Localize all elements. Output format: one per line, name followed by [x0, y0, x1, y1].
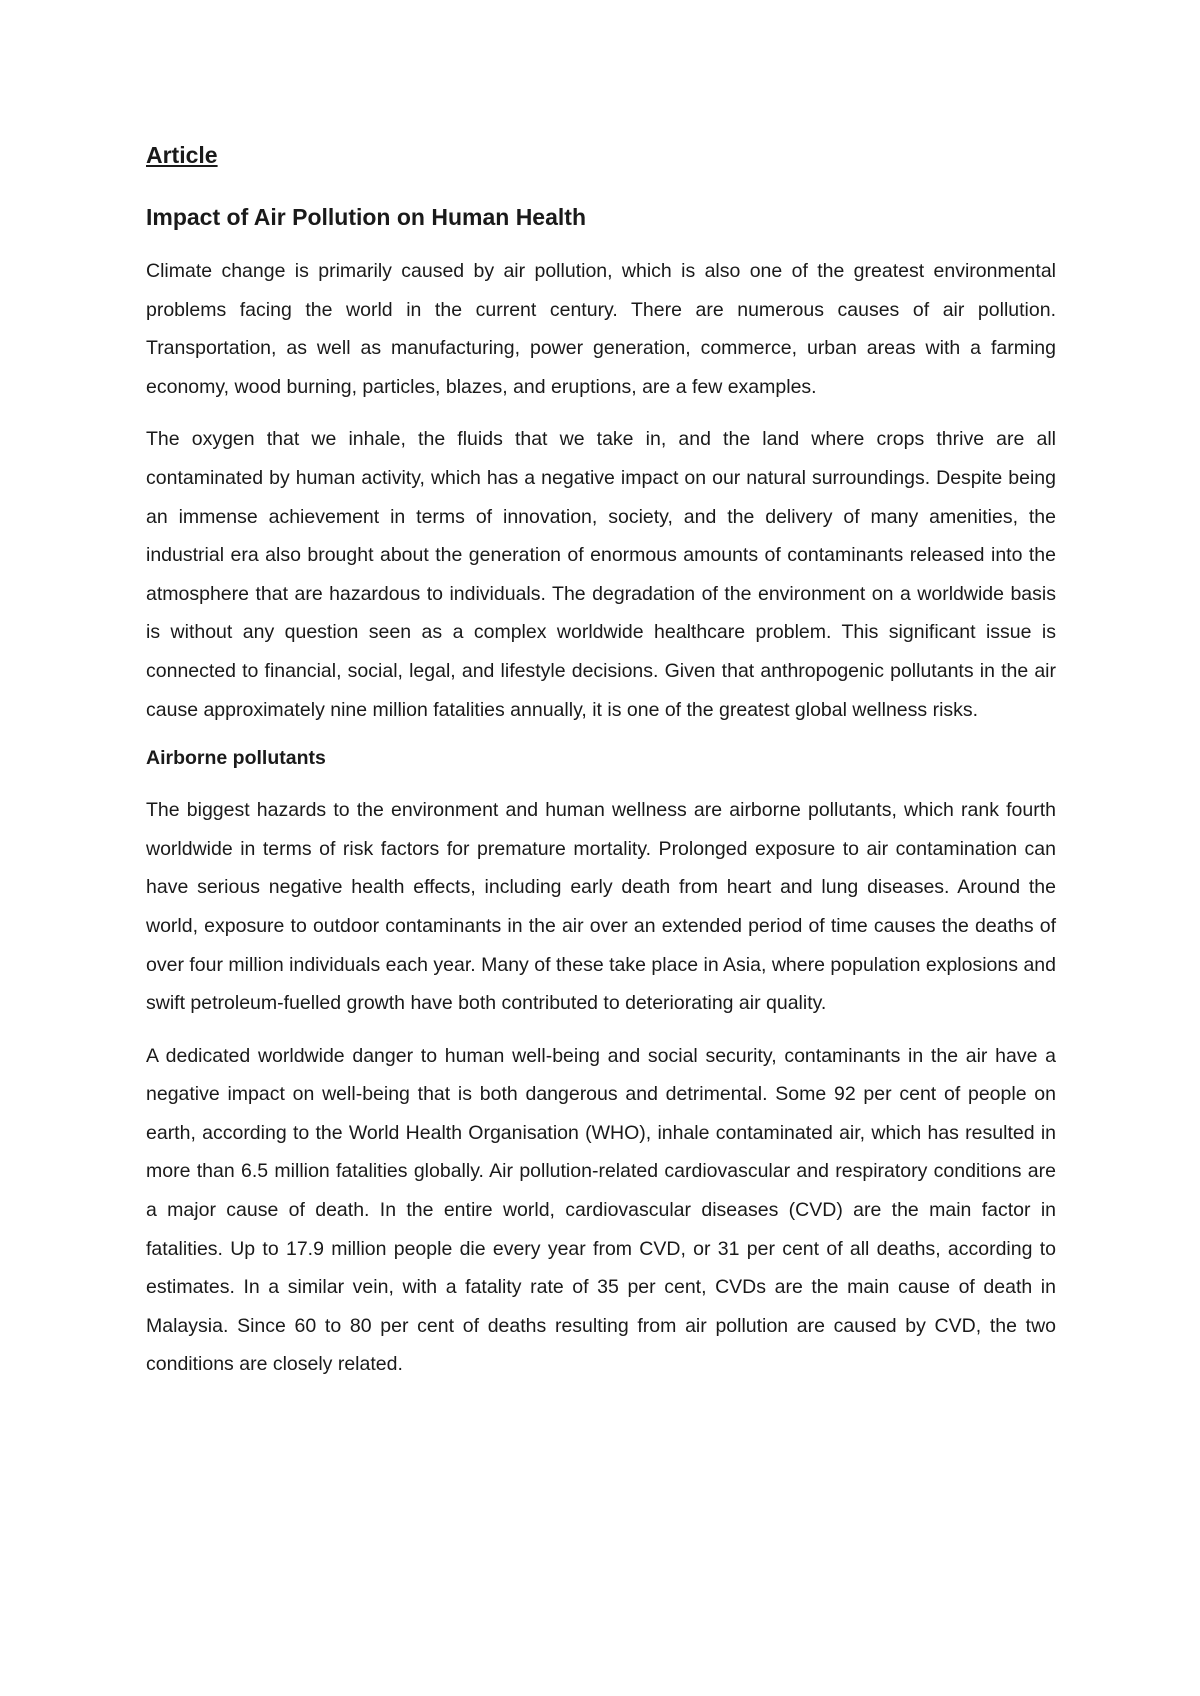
paragraph: A dedicated worldwide danger to human well-being and social security, contaminants in the air have a negative impact on well-being that is both dangerous and detrimental. Some 92 per cent of people on earth, according to the World Health Organisation (WHO), inhale contaminated air, which has resulted in more than 6.5 million fatalities globally. Air pollution-related cardiovascular and respiratory conditions are a major cause of death. In the entire world, cardiovascular diseases (CVD) are the main factor in fatalities. Up to 17.9 million people die every year from CVD, or 31 per cent of all deaths, according to estimates. In a similar vein, with a fatality rate of 35 per cent, CVDs are the main cause of death in Malaysia. Since 60 to 80 per cent of deaths resulting from air pollution are caused by CVD, the two conditions are closely related. [146, 1044, 1056, 1376]
paragraph: The biggest hazards to the environment and human wellness are airborne pollutants, which rank fourth worldwide in terms of risk factors for premature mortality. Prolonged exposure to air contamination can have serious negative health effects, including early death from heart and lung diseases. Around the world, exposure to outdoor contaminants in the air over an extended period of time causes the deaths of over four million individuals each year. Many of these take place in Asia, where population explosions and swift petroleum-fuelled growth have both contributed to deteriorating air quality. [146, 799, 1056, 1015]
document-page [146, 140, 1056, 1398]
document-title: Impact of Air Pollution on Human Health [146, 204, 586, 230]
paragraph: Climate change is primarily caused by air pollution, which is also one of the greatest environmental problems facing the world in the current century. There are numerous causes of air pollution. Transportation, as well as manufacturing, power generation, commerce, urban areas with a farming economy, wood burning, particles, blazes, and eruptions, are a few examples. [146, 260, 1056, 398]
section-heading: Airborne pollutants [146, 747, 326, 770]
paragraph: The oxygen that we inhale, the fluids that we take in, and the land where crops thrive are all contaminated by human activity, which has a negative impact on our natural surroundings. Despite being an immense achievement in terms of innovation, society, and the delivery of many amenities, the industrial era also brought about the generation of enormous amounts of contaminants released into the atmosphere that are hazardous to individuals. The degradation of the environment on a worldwide basis is without any question seen as a complex worldwide healthcare problem. This significant issue is connected to financial, social, legal, and lifestyle decisions. Given that anthropogenic pollutants in the air cause approximately nine million fatalities annually, it is one of the greatest global wellness risks. [146, 428, 1056, 721]
document-label: Article [146, 142, 218, 168]
